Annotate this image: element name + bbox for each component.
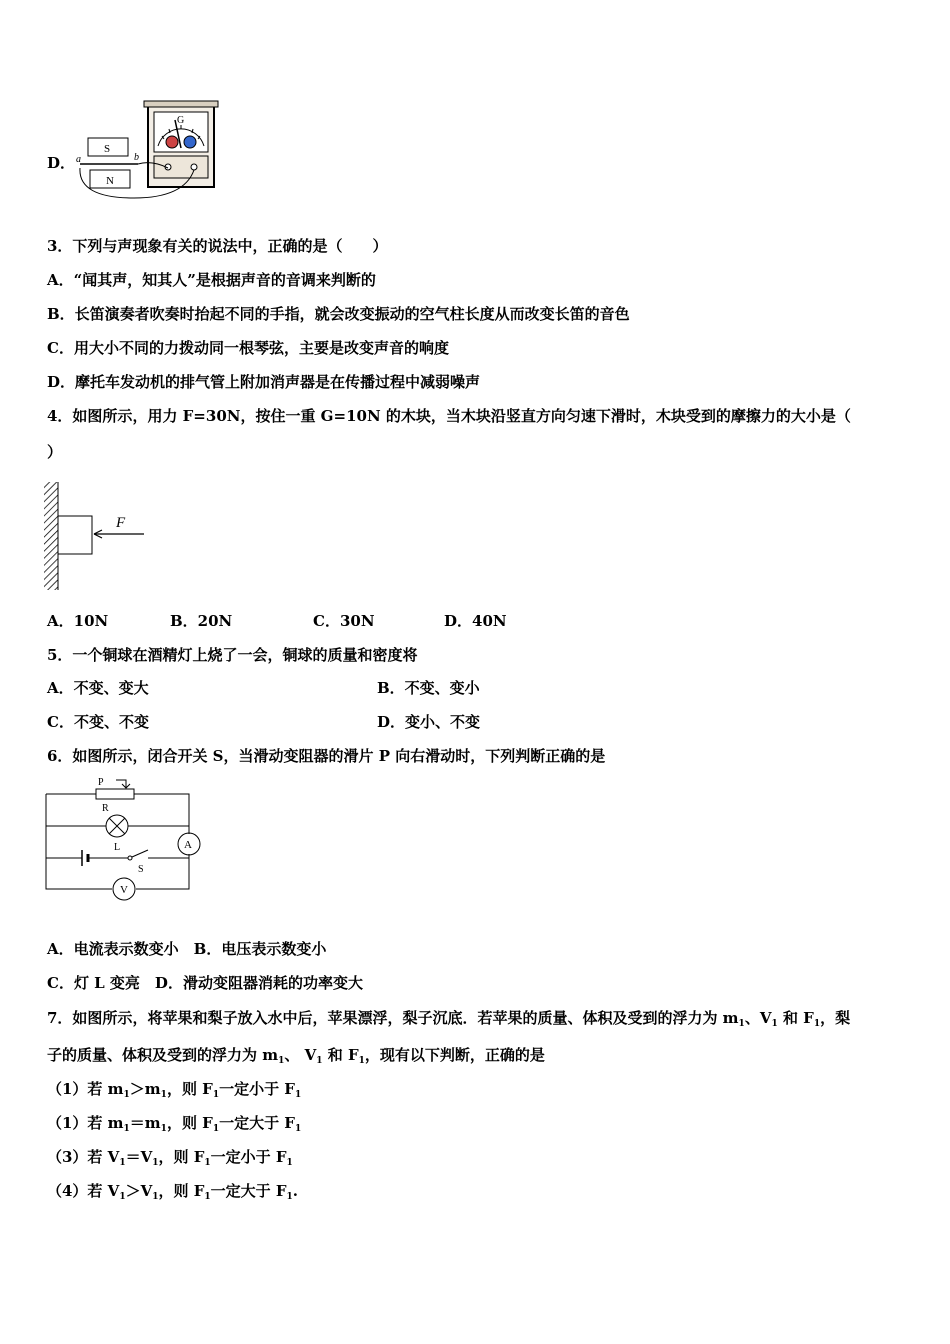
- q3-option-c: C．用大小不同的力拨动同一根琴弦，主要是改变声音的响度: [47, 339, 449, 357]
- q7-line2: 子的质量、体积及受到的浮力为 $m_1$、 $V_1$ 和 $F_1$，现有以下判断，正确的是: [47, 1046, 545, 1066]
- q4-option-b: B．20N: [170, 612, 233, 630]
- force-label: F: [116, 515, 126, 531]
- wood-block: [58, 516, 92, 554]
- label-l: L: [114, 842, 121, 853]
- q3-stem: 3．下列与声现象有关的说法中，正确的是（ ）: [47, 237, 388, 255]
- q4-option-d: D．40N: [444, 612, 507, 630]
- label-a: A: [184, 839, 192, 851]
- q4-option-a: A．10N: [47, 612, 109, 630]
- label-p: P: [98, 777, 104, 788]
- q7-judgment-1: （1）若 $m_1>m_1$，则 $F_1$一定小于 $F_1$: [47, 1080, 302, 1100]
- label-s: S: [138, 864, 144, 875]
- q5-stem: 5．一个铜球在酒精灯上烧了一会，铜球的质量和密度将: [47, 646, 418, 664]
- q4-figure: [44, 480, 154, 592]
- q2-figure-d: [74, 98, 224, 203]
- q2-option-d-label: D．: [47, 154, 76, 172]
- q5-option-d: D．变小、不变: [377, 713, 481, 731]
- q6-options-line1: A．电流表示数变小 B．电压表示数变小: [47, 940, 327, 958]
- magnet-n-label: N: [106, 175, 114, 187]
- q3-option-d: D．摩托车发动机的排气管上附加消声器是在传播过程中减弱噪声: [47, 373, 481, 391]
- q4-option-c: C．30N: [313, 612, 375, 630]
- rheostat: [96, 789, 134, 799]
- q3-option-b: B．长笛演奏者吹奏时抬起不同的手指，就会改变振动的空气柱长度从而改变长笛的音色: [47, 305, 630, 323]
- wire-b-label: b: [134, 152, 139, 163]
- label-v: V: [120, 884, 128, 896]
- wall: [44, 482, 58, 590]
- q6-stem: 6．如图所示，闭合开关 S，当滑动变阻器的滑片 P 向右滑动时，下列判断正确的是: [47, 747, 606, 765]
- meter-label: G: [177, 115, 185, 126]
- magnet-s-label: S: [104, 143, 111, 155]
- wire-a-label: a: [76, 154, 81, 165]
- q7-judgment-4: （4）若 $V_1>V_1$，则 $F_1$一定大于 $F_1$.: [47, 1182, 298, 1202]
- q3-option-a: A．“闻其声，知其人”是根据声音的音调来判断的: [47, 271, 376, 289]
- q6-options-line2: C．灯 L 变亮 D．滑动变阻器消耗的功率变大: [47, 974, 363, 992]
- q7-judgment-2: （1）若 $m_1=m_1$，则 $F_1$一定大于 $F_1$: [47, 1114, 302, 1134]
- q5-option-c: C．不变、不变: [47, 713, 149, 731]
- q7-line1: 7．如图所示，将苹果和梨子放入水中后，苹果漂浮，梨子沉底．若苹果的质量、体积及受到的浮力为 $m_1$、$V_1$ 和 $F_1$，梨: [47, 1009, 851, 1029]
- label-r: R: [102, 803, 109, 814]
- q5-option-a: A．不变、变大: [47, 679, 149, 697]
- q5-option-b: B．不变、变小: [377, 679, 480, 697]
- q7-judgment-3: （3）若 $V_1=V_1$，则 $F_1$一定小于 $F_1$: [47, 1148, 293, 1168]
- q6-circuit: [44, 774, 209, 909]
- q4-stem-line1: 4．如图所示，用力 F=30N，按住一重 G=10N 的木块，当木块沿竖直方向匀速下滑时，木块受到的摩擦力的大小是（: [47, 407, 851, 425]
- q4-stem-line2: ）: [47, 443, 63, 461]
